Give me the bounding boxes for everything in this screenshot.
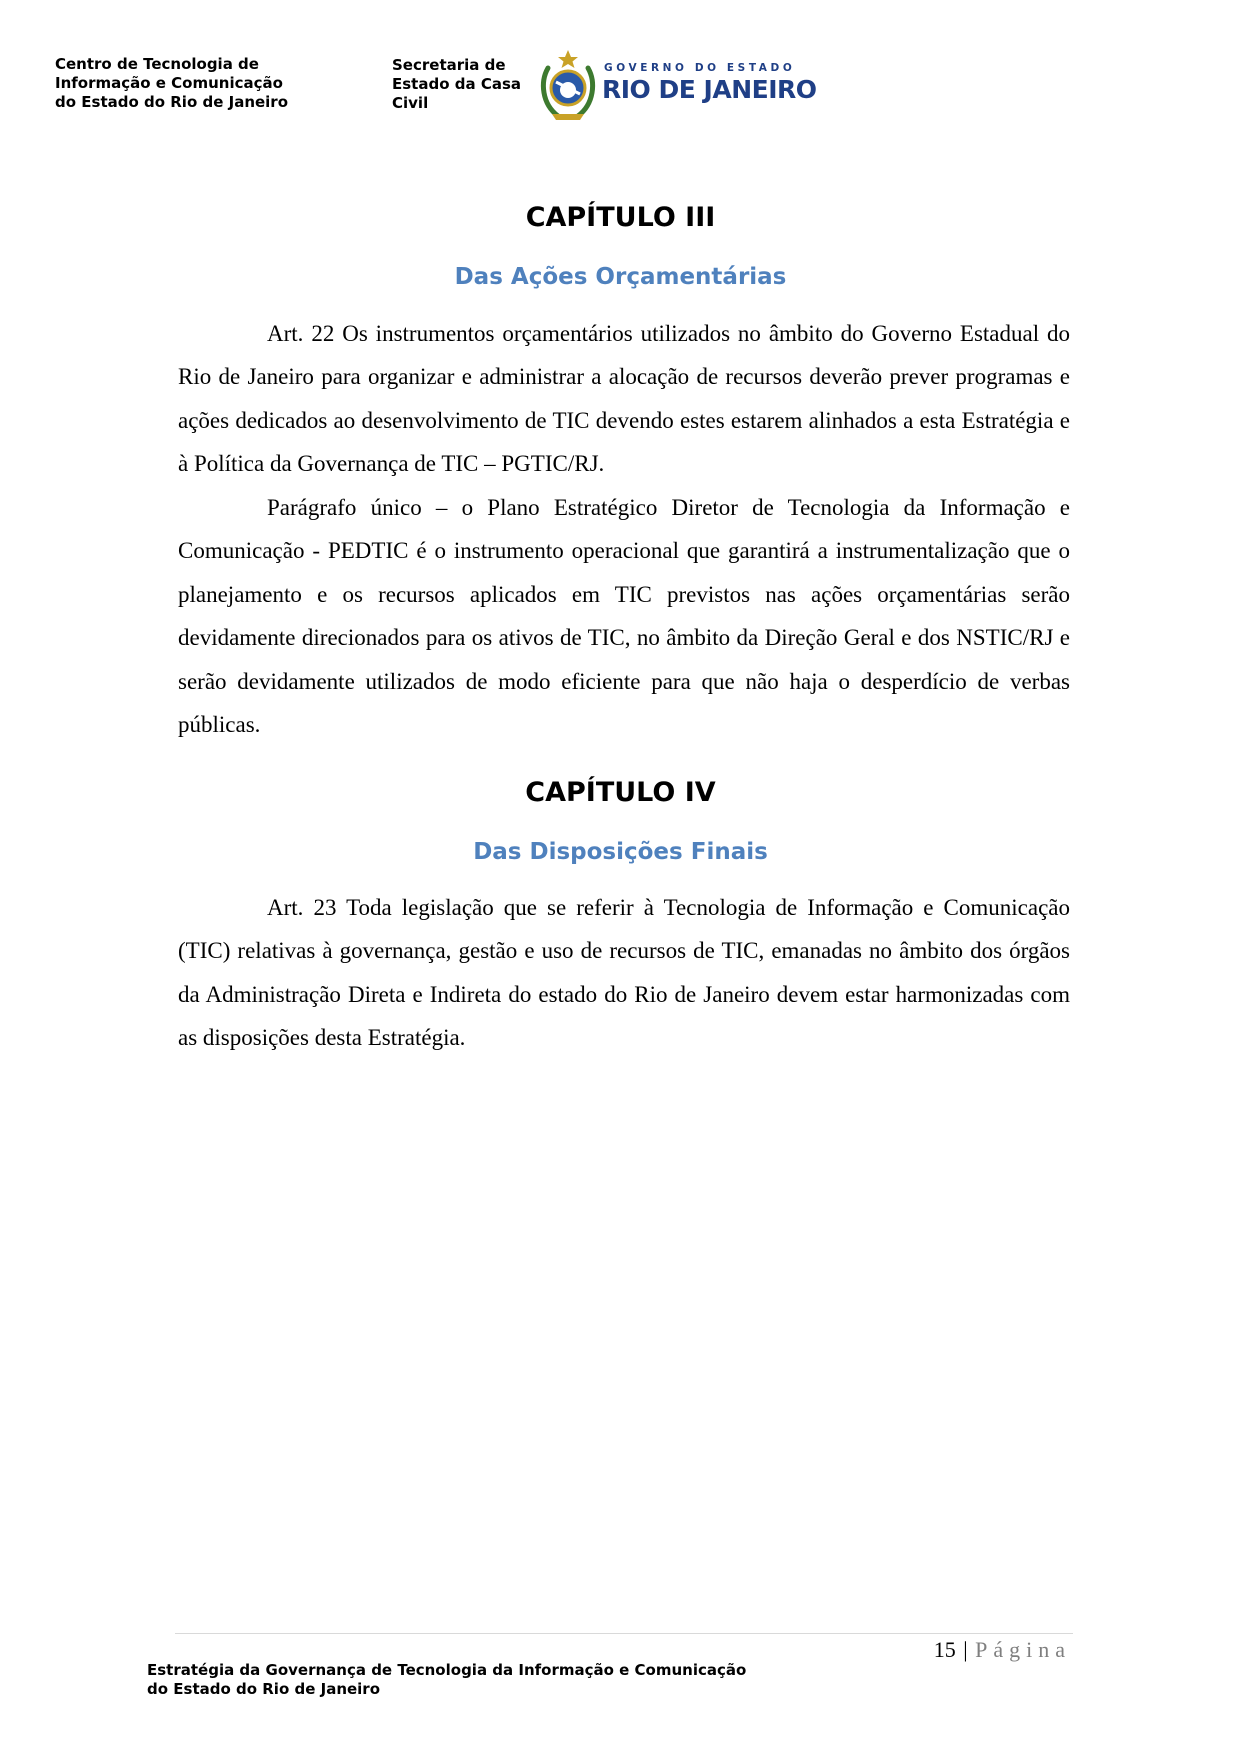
chapter-4-title: CAPÍTULO IV [525, 777, 716, 808]
page-word: Página [975, 1637, 1071, 1662]
header-secretariat-line: Estado da Casa [392, 75, 521, 93]
article-23-paragraph: Art. 23 Toda legislação que se referir à Tecnologia de Informação e Comunicação (TIC) relativas à governança, gestão e uso de recursos de TIC, emanadas no âmbito dos órgãos da Administração Direta e Indireta do estado do Rio de Janeiro devem estar harmonizadas com as disposições desta Estratégia. [178, 895, 1070, 1051]
chapter-4-subtitle: Das Disposições Finais [473, 839, 768, 865]
footer-title-line: Estratégia da Governança de Tecnologia da Informação e Comunicação [147, 1661, 747, 1679]
header-org-line: do Estado do Rio de Janeiro [55, 93, 289, 111]
rio-de-janeiro-state-seal-icon [538, 48, 598, 124]
header-secretariat [392, 56, 521, 113]
article-22-sole-paragraph: Parágrafo único – o Plano Estratégico Diretor de Tecnologia da Informação e Comunicação - PEDTIC é o instrumento operacional que garantirá a instrumentalização que o planejamento e os recursos aplicados em TIC previstos nas ações orçamentárias serão devidamente direcionados para os ativos de TIC, no âmbito da Direção Geral e dos NSTIC/RJ e serão devidamente utilizados de modo eficiente para que não haja o desperdício de verbas públicas. [178, 495, 1070, 738]
header-secretariat-line: Civil [392, 94, 429, 112]
chapter-3-subtitle: Das Ações Orçamentárias [454, 264, 787, 290]
footer-title-line: do Estado do Rio de Janeiro [147, 1680, 381, 1698]
government-logo [538, 48, 818, 124]
chapter-3-title: CAPÍTULO III [525, 202, 716, 233]
header-org-line: Informação e Comunicação [55, 74, 283, 92]
logo-top-text: GOVERNO DO ESTADO [604, 62, 796, 74]
page-number [934, 1637, 1071, 1663]
header-organization [55, 55, 288, 112]
footer-divider [175, 1633, 1073, 1634]
page-number-value: 15 [933, 1637, 956, 1662]
header-secretariat-line: Secretaria de [392, 56, 506, 74]
article-22-paragraph: Art. 22 Os instrumentos orçamentários utilizados no âmbito do Governo Estadual do Rio de Janeiro para organizar e administrar a alocação de recursos deverão prever programas e ações dedicados ao desenvolvimento de TIC devendo estes estarem alinhados a esta Estratégia e à Política da Governança de TIC – PGTIC/RJ. [178, 321, 1070, 477]
logo-main-text: RIO DE JANEIRO [602, 75, 817, 104]
page-number-separator: | [963, 1637, 968, 1662]
header-org-line: Centro de Tecnologia de [55, 55, 259, 73]
footer-document-title [147, 1661, 746, 1699]
